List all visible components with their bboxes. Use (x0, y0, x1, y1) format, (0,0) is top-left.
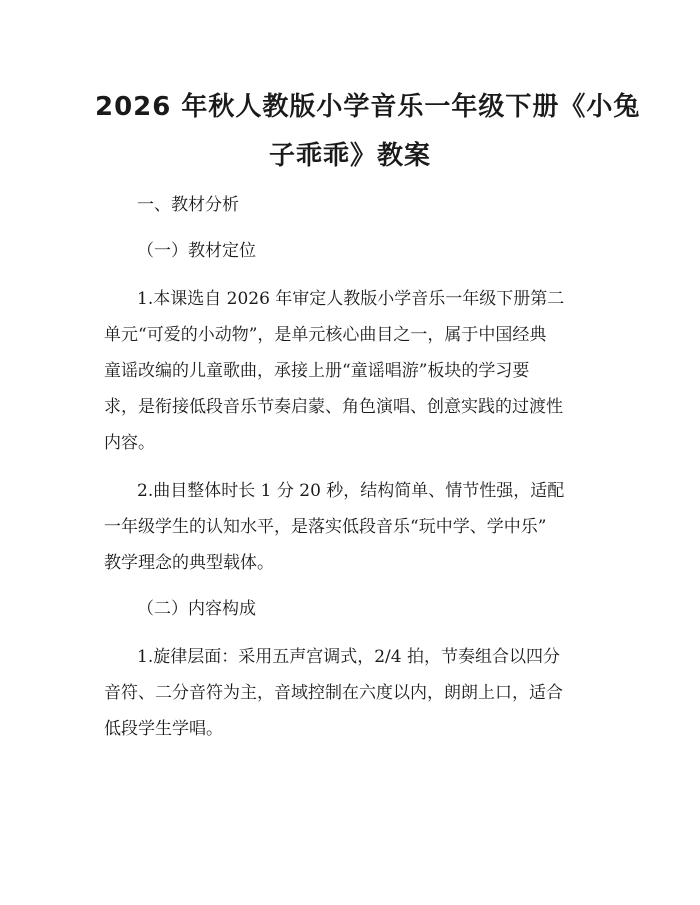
document-title-line-1: 2026 年秋人教版小学音乐一年级下册《小兔 (95, 92, 641, 122)
paragraph-line: 音符、二分音符为主，音域控制在六度以内，朗朗上口，适合 (104, 683, 563, 703)
paragraph-line: 求，是衔接低段音乐节奏启蒙、角色演唱、创意实践的过渡性 (104, 397, 563, 417)
paragraph-line: 低段学生学唱。 (104, 719, 223, 739)
paragraph-line: 单元“可爱的小动物”，是单元核心曲目之一，属于中国经典 (104, 325, 547, 345)
paragraph-line: 内容。 (104, 433, 155, 453)
paragraph-line: 1.旋律层面：采用五声宫调式，2/4 拍，节奏组合以四分 (137, 647, 560, 667)
section-heading: 一、教材分析 (137, 195, 239, 215)
subsection-heading: （二）内容构成 (137, 599, 256, 619)
paragraph-line: 1.本课选自 2026 年审定人教版小学音乐一年级下册第二 (137, 289, 565, 309)
paragraph-line: 2.曲目整体时长 1 分 20 秒，结构简单、情节性强，适配 (137, 481, 565, 501)
paragraph-line: 教学理念的典型载体。 (104, 553, 274, 573)
subsection-heading: （一）教材定位 (137, 241, 256, 261)
document-title-line-2: 子乖乖》教案 (268, 141, 431, 171)
paragraph-line: 童谣改编的儿童歌曲，承接上册“童谣唱游”板块的学习要 (104, 361, 530, 381)
paragraph-line: 一年级学生的认知水平，是落实低段音乐“玩中学、学中乐” (104, 517, 547, 537)
